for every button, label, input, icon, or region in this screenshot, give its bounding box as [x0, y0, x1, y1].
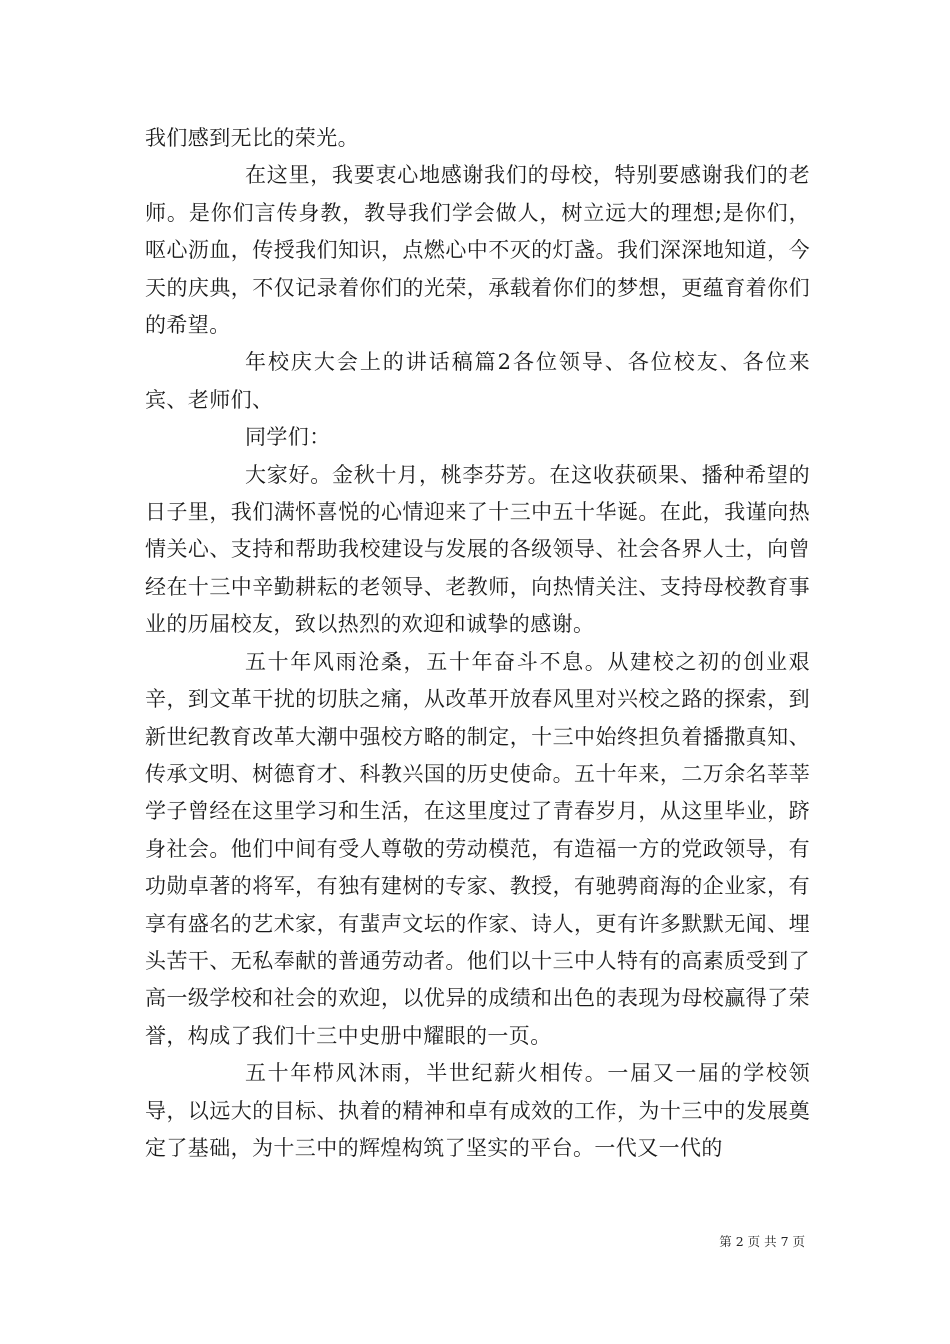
- paragraph-5: 大家好。金秋十月，桃李芬芳。在这收获硕果、播种希望的日子里，我们满怀喜悦的心情迎来了十三中五十华诞。在此，我谨向热情关心、支持和帮助我校建设与发展的各级领导、社会各界人士，向曾经在十三中辛勤耕耘的老领导、老教师，向热情关注、支持母校教育事业的历届校友，致以热烈的欢迎和诚挚的感谢。: [145, 462, 810, 637]
- document-body: [145, 120, 810, 1167]
- paragraph-2: 在这里，我要衷心地感谢我们的母校，特别要感谢我们的老师。是你们言传身教，教导我们学会做人，树立远大的理想;是你们，呕心沥血，传授我们知识，点燃心中不灭的灯盏。我们深深地知道，今天的庆典，不仅记录着你们的光荣，承载着你们的梦想，更蕴育着你们的希望。: [145, 163, 810, 338]
- paragraph-7: 五十年栉风沐雨，半世纪薪火相传。一届又一届的学校领导，以远大的目标、执着的精神和卓有成效的工作，为十三中的发展奠定了基础，为十三中的辉煌构筑了坚实的平台。一代又一代的: [145, 1061, 810, 1160]
- page-number-footer: 第 2 页 共 7 页: [719, 1234, 805, 1249]
- paragraph-3: 年校庆大会上的讲话稿篇2各位领导、各位校友、各位来宾、老师们、: [145, 350, 810, 412]
- paragraph-4: 同学们：: [245, 425, 331, 450]
- paragraph-6: 五十年风雨沧桑，五十年奋斗不息。从建校之初的创业艰辛，到文革干扰的切肤之痛，从改革开放春风里对兴校之路的探索，到新世纪教育改革大潮中强校方略的制定，十三中始终担负着播撒真知、传承文明、树德育才、科教兴国的历史使命。五十年来，二万余名莘莘学子曾经在这里学习和生活，在这里度过了青春岁月，从这里毕业，跻身社会。他们中间有受人尊敬的劳动模范，有造福一方的党政领导，有功勋卓著的将军，有独有建树的专家、教授，有驰骋商海的企业家，有享有盛名的艺术家，有蜚声文坛的作家、诗人，更有许多默默无闻、埋头苦干、无私奉献的普通劳动者。他们以十三中人特有的高素质受到了高一级学校和社会的欢迎，以优异的成绩和出色的表现为母校赢得了荣誉，构成了我们十三中史册中耀眼的一页。: [145, 649, 810, 1048]
- paragraph-1: 我们感到无比的荣光。: [145, 126, 359, 150]
